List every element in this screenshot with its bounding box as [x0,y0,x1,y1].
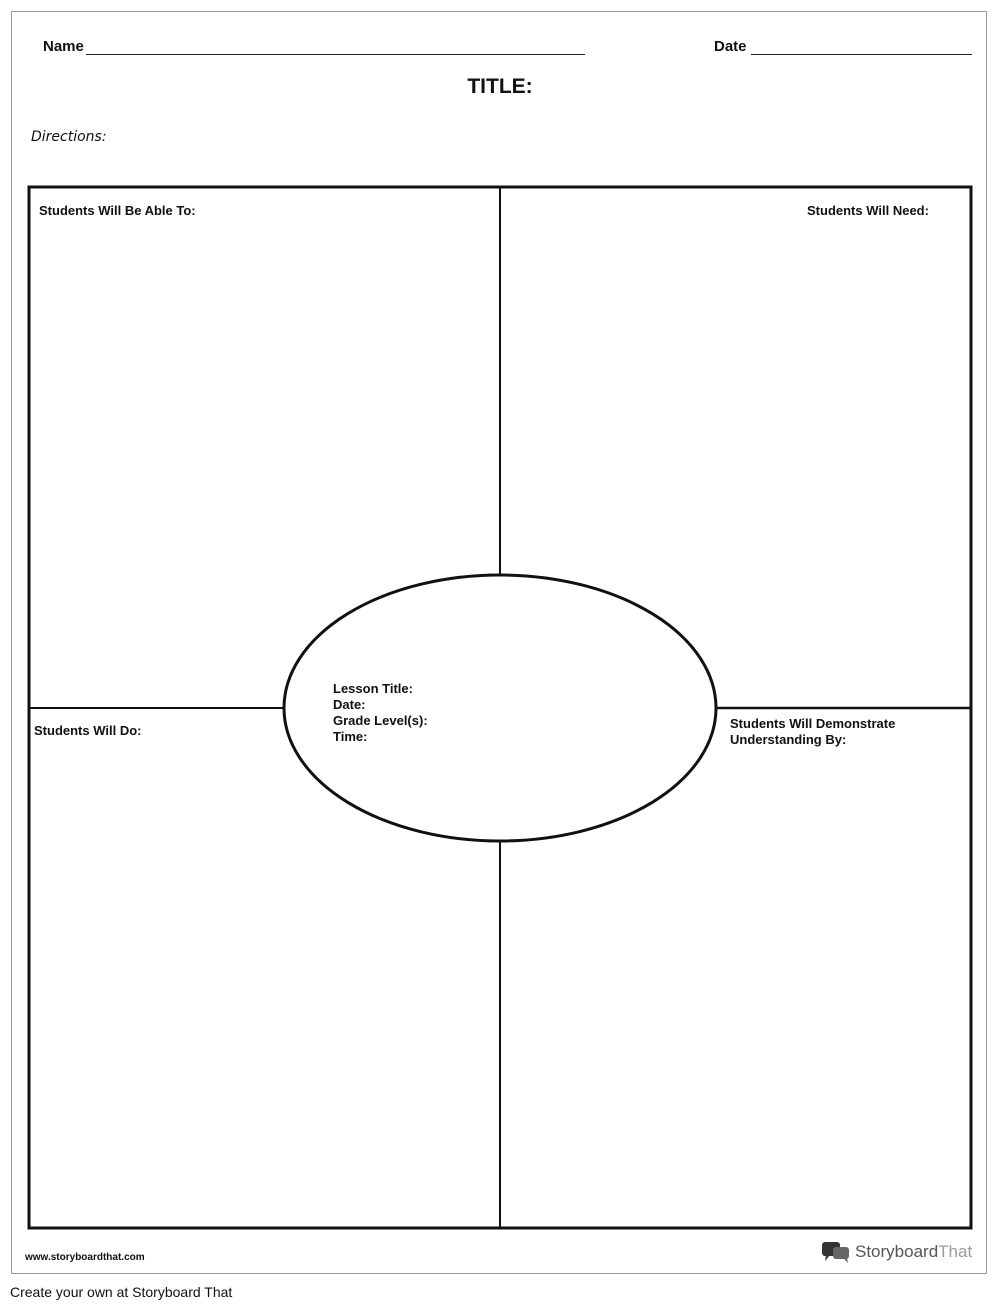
logo-text-light: That [938,1242,973,1261]
directions-label: Directions: [31,129,107,145]
worksheet-title: TITLE: [467,75,533,98]
quadrant-label-do: Students Will Do: [34,723,142,738]
lesson-date-label: Date: [333,697,366,712]
name-label: Name [43,38,84,55]
date-label: Date [714,38,747,55]
speech-bubbles-icon [821,1240,851,1264]
grade-level-label: Grade Level(s): [333,713,428,728]
storyboardthat-logo[interactable] [821,1240,972,1264]
time-label: Time: [333,729,368,744]
quadrant-label-demonstrate: Students Will Demonstrate Understanding By: [730,716,896,747]
lesson-title-label: Lesson Title: [333,681,413,696]
footer-url[interactable]: www.storyboardthat.com [25,1252,145,1263]
quadrant-label-need: Students Will Need: [807,203,929,218]
logo-text-main: Storyboard [855,1242,939,1261]
center-info [333,681,428,745]
quadrant-label-able-to: Students Will Be Able To: [39,203,196,218]
logo-text [855,1242,972,1262]
create-your-own-caption[interactable]: Create your own at Storyboard That [10,1284,233,1300]
